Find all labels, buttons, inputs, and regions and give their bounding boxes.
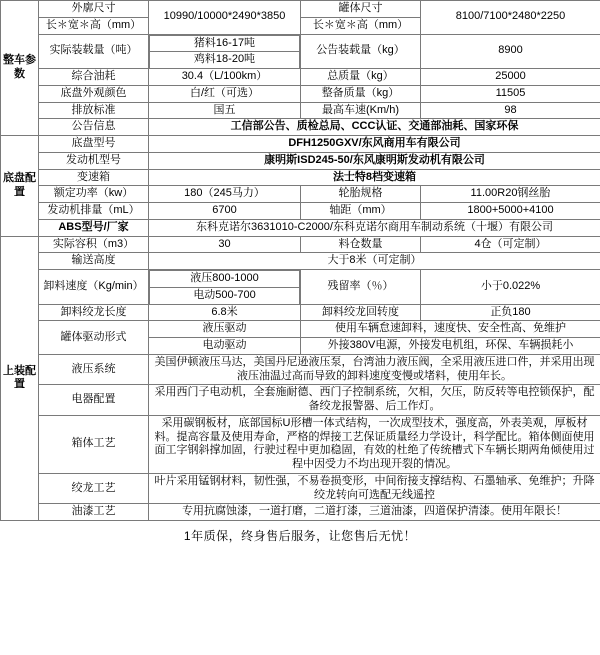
table-row [1,321,600,338]
row-label-abs: ABS型号/厂家 [39,219,149,236]
row-value-unload-speed [149,270,301,305]
row-label-paint-craft: 油漆工艺 [39,504,149,521]
row-label-tank-size-dims: 长＊宽＊高（mm） [301,17,421,34]
row-value-drive-hydraulic: 液压驱动 [149,321,301,338]
row-label-drive-type: 罐体驱动形式 [39,321,149,355]
row-label-auger-rotation: 卸料绞龙回转度 [301,304,421,321]
table-row [1,85,600,102]
row-value-tank-size: 8100/7100*2480*2250 [421,1,600,35]
row-value-bin-count: 4仓（可定制） [421,236,600,253]
row-label-chassis-model: 底盘型号 [39,136,149,153]
table-row [1,504,600,521]
row-label-declared-load: 公告装载量（kg） [301,34,421,69]
row-value-emission: 国五 [149,102,301,119]
row-label-emission: 排放标准 [39,102,149,119]
row-label-tank-size: 罐体尺寸 [301,1,421,18]
row-value-actual-load [149,34,301,69]
warranty-footer: 1年质保，终身售后服务，让您售后无忧！ [183,529,417,543]
table-row [1,270,600,305]
table-row [1,69,600,86]
row-label-overall-size-dims: 长＊宽＊高（mm） [39,17,149,34]
row-label-fuel: 综合油耗 [39,69,149,86]
row-value-drive-electric: 电动驱动 [149,338,301,355]
table-row [1,415,600,473]
row-label-overall-size: 外廓尺寸 [39,1,149,18]
table-row [1,186,600,203]
row-desc-drive-hydraulic: 使用车辆怠速卸料，速度快、安全性高、免维护 [301,321,600,338]
unload-speed-hydraulic: 液压800-1000 [150,271,300,288]
row-text-electrical-config: 采用西门子电动机，全套施耐德、西门子控制系统，欠相，欠压，防反转等电控锁保护，配备绞龙报警器、后工作灯。 [149,385,600,416]
row-label-conveying-height: 输送高度 [39,253,149,270]
row-value-abs: 东科克诺尔3631010-C2000/东科克诺尔商用车制动系统（十堰）有限公司 [149,219,600,236]
row-label-auger-length: 卸料绞龙长度 [39,304,149,321]
row-value-displacement: 6700 [149,203,301,220]
row-label-wheelbase: 轴距（mm） [301,203,421,220]
section-label-chassis: 底盘配置 [1,136,39,237]
row-value-gearbox: 法士特8档变速箱 [149,169,600,186]
table-row [1,203,600,220]
row-label-hydraulic-system: 液压系统 [39,354,149,385]
row-text-auger-craft: 叶片采用锰钢材料，韧性强，不易卷损变形，中间衔接支撑结构、石墨轴承、免维护；升降绞龙转向可选配无线遥控 [149,473,600,504]
table-row [1,136,600,153]
row-label-unload-speed: 卸料速度（Kg/min） [39,270,149,305]
row-value-chassis-model: DFH1250GXV/东风商用车有限公司 [149,136,600,153]
row-text-paint-craft: 专用抗腐蚀漆，一道打磨，二道打漆，三道油漆，四道保护清漆。使用年限长！ [149,504,600,521]
table-row [1,354,600,385]
row-label-displacement: 发动机排量（mL） [39,203,149,220]
row-value-residual-rate: 小于0.022% [421,270,600,305]
table-row [1,236,600,253]
row-text-box-craft: 采用碳钢板材，底部国标U形槽一体式结构，一次成型技术，强度高，外表美观，厚板材料。提高容量及使用寿命，严格的焊接工艺保证质量经力学设计，科学配比。箱体侧面使用面工字钢斜撑加固，行驶过程中更加稳固，有效的杜绝了传统槽式下车辆长期两角倾使用过程中因受力不均出现开裂的情况。 [149,415,600,473]
row-desc-drive-electric: 外接380V电源，外接发电机组，环保、车辆损耗小 [301,338,600,355]
row-label-residual-rate: 残留率（％） [301,270,421,305]
row-label-curb-mass: 整备质量（kg） [301,85,421,102]
row-value-rated-power: 180（245马力） [149,186,301,203]
row-value-announcement: 工信部公告、质检总局、CCC认证、交通部油耗、国家环保 [149,119,600,136]
row-value-curb-mass: 11505 [421,85,600,102]
row-value-auger-rotation: 正负180 [421,304,600,321]
row-value-overall-size: 10990/10000*2490*3850 [149,1,301,35]
row-label-auger-craft: 绞龙工艺 [39,473,149,504]
table-row [1,1,600,18]
row-label-box-craft: 箱体工艺 [39,415,149,473]
row-label-bin-count: 料仓数量 [301,236,421,253]
row-value-max-speed: 98 [421,102,600,119]
row-label-electrical-config: 电器配置 [39,385,149,416]
row-text-hydraulic-system: 美国伊顿液压马达，美国丹尼逊液压泵，台湾油力液压阀，全采用液压进口件，并采用出现液压油温过高而导致的卸料速度变慢或堵料，使用年长。 [149,354,600,385]
row-value-declared-load: 8900 [421,34,600,69]
table-row [1,385,600,416]
row-label-gross-mass: 总质量（kg） [301,69,421,86]
row-value-fuel: 30.4（L/100km） [149,69,301,86]
row-value-volume: 30 [149,236,301,253]
row-label-gearbox: 变速箱 [39,169,149,186]
table-row [1,473,600,504]
row-value-conveying-height: 大于8米（可定制） [149,253,600,270]
row-label-max-speed: 最高车速(Km/h) [301,102,421,119]
table-row [1,34,600,69]
table-row [1,253,600,270]
row-label-announcement: 公告信息 [39,119,149,136]
unload-speed-electric: 电动500-700 [150,287,300,303]
section-label-vehicle: 整车参数 [1,1,39,136]
actual-load-pig: 猪料16-17吨 [150,35,300,52]
table-row [1,152,600,169]
row-value-wheelbase: 1800+5000+4100 [421,203,600,220]
row-value-engine-model: 康明斯ISD245-50/东风康明斯发动机有限公司 [149,152,600,169]
row-label-tire-spec: 轮胎规格 [301,186,421,203]
table-row [1,169,600,186]
row-value-tire-spec: 11.00R20钢丝胎 [421,186,600,203]
row-value-color: 白/红（可选） [149,85,301,102]
table-row [1,304,600,321]
row-value-auger-length: 6.8米 [149,304,301,321]
section-label-body: 上装配置 [1,236,39,521]
actual-load-chicken: 鸡料18-20吨 [150,52,300,68]
table-row [1,102,600,119]
row-label-color: 底盘外观颜色 [39,85,149,102]
row-label-rated-power: 额定功率（kw） [39,186,149,203]
row-value-gross-mass: 25000 [421,69,600,86]
table-row [1,219,600,236]
table-row [1,119,600,136]
row-label-volume: 实际容积（m3） [39,236,149,253]
row-label-engine-model: 发动机型号 [39,152,149,169]
row-label-actual-load: 实际装载量（吨） [39,34,149,69]
